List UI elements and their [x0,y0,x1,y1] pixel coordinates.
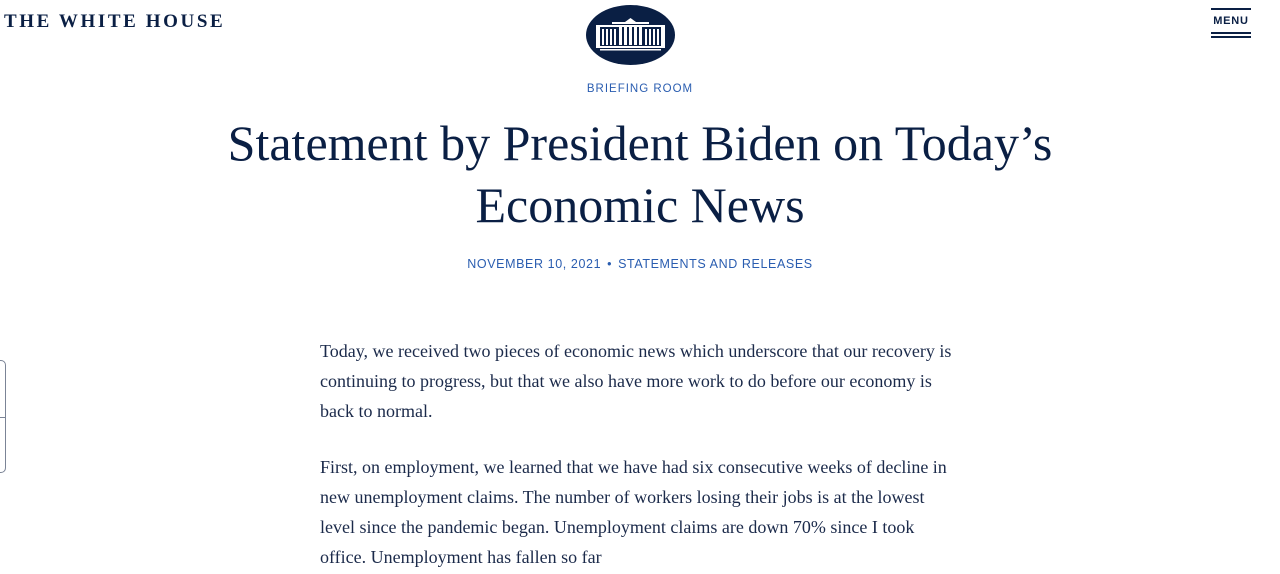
briefing-room-link[interactable]: BRIEFING ROOM [586,83,694,95]
article-category [0,83,1280,95]
side-toolbar-tab[interactable] [0,360,6,473]
body-paragraph: First, on employment, we learned that we have had six consecutive weeks of decline in new unemployment claims. The number of workers losing their jobs is at the lowest level since the pandemic began. Unemployment claims are down 70% since I took office. Unemployment has fallen so far [320,457,947,567]
meta-separator: • [607,257,613,271]
side-toolbar-divider [0,417,6,418]
article-meta [0,257,1280,271]
white-house-seal-icon[interactable] [586,5,675,65]
hamburger-icon [1211,36,1251,38]
hamburger-icon [1211,32,1251,34]
body-paragraph: Today, we received two pieces of economic news which underscore that our recovery is continuing to progress, but that we also have more work to do before our economy is back to normal. [320,341,952,421]
menu-label: MENU [1213,15,1249,27]
page-title: Statement by President Biden on Today’s Economic News [227,115,1053,233]
article-body [320,336,960,574]
hamburger-icon [1211,8,1251,10]
article-date: NOVEMBER 10, 2021 [467,257,602,271]
menu-button[interactable] [1210,8,1252,40]
statements-and-releases-link[interactable]: STATEMENTS AND RELEASES [618,257,813,271]
site-title-link[interactable]: THE WHITE HOUSE [4,11,226,32]
